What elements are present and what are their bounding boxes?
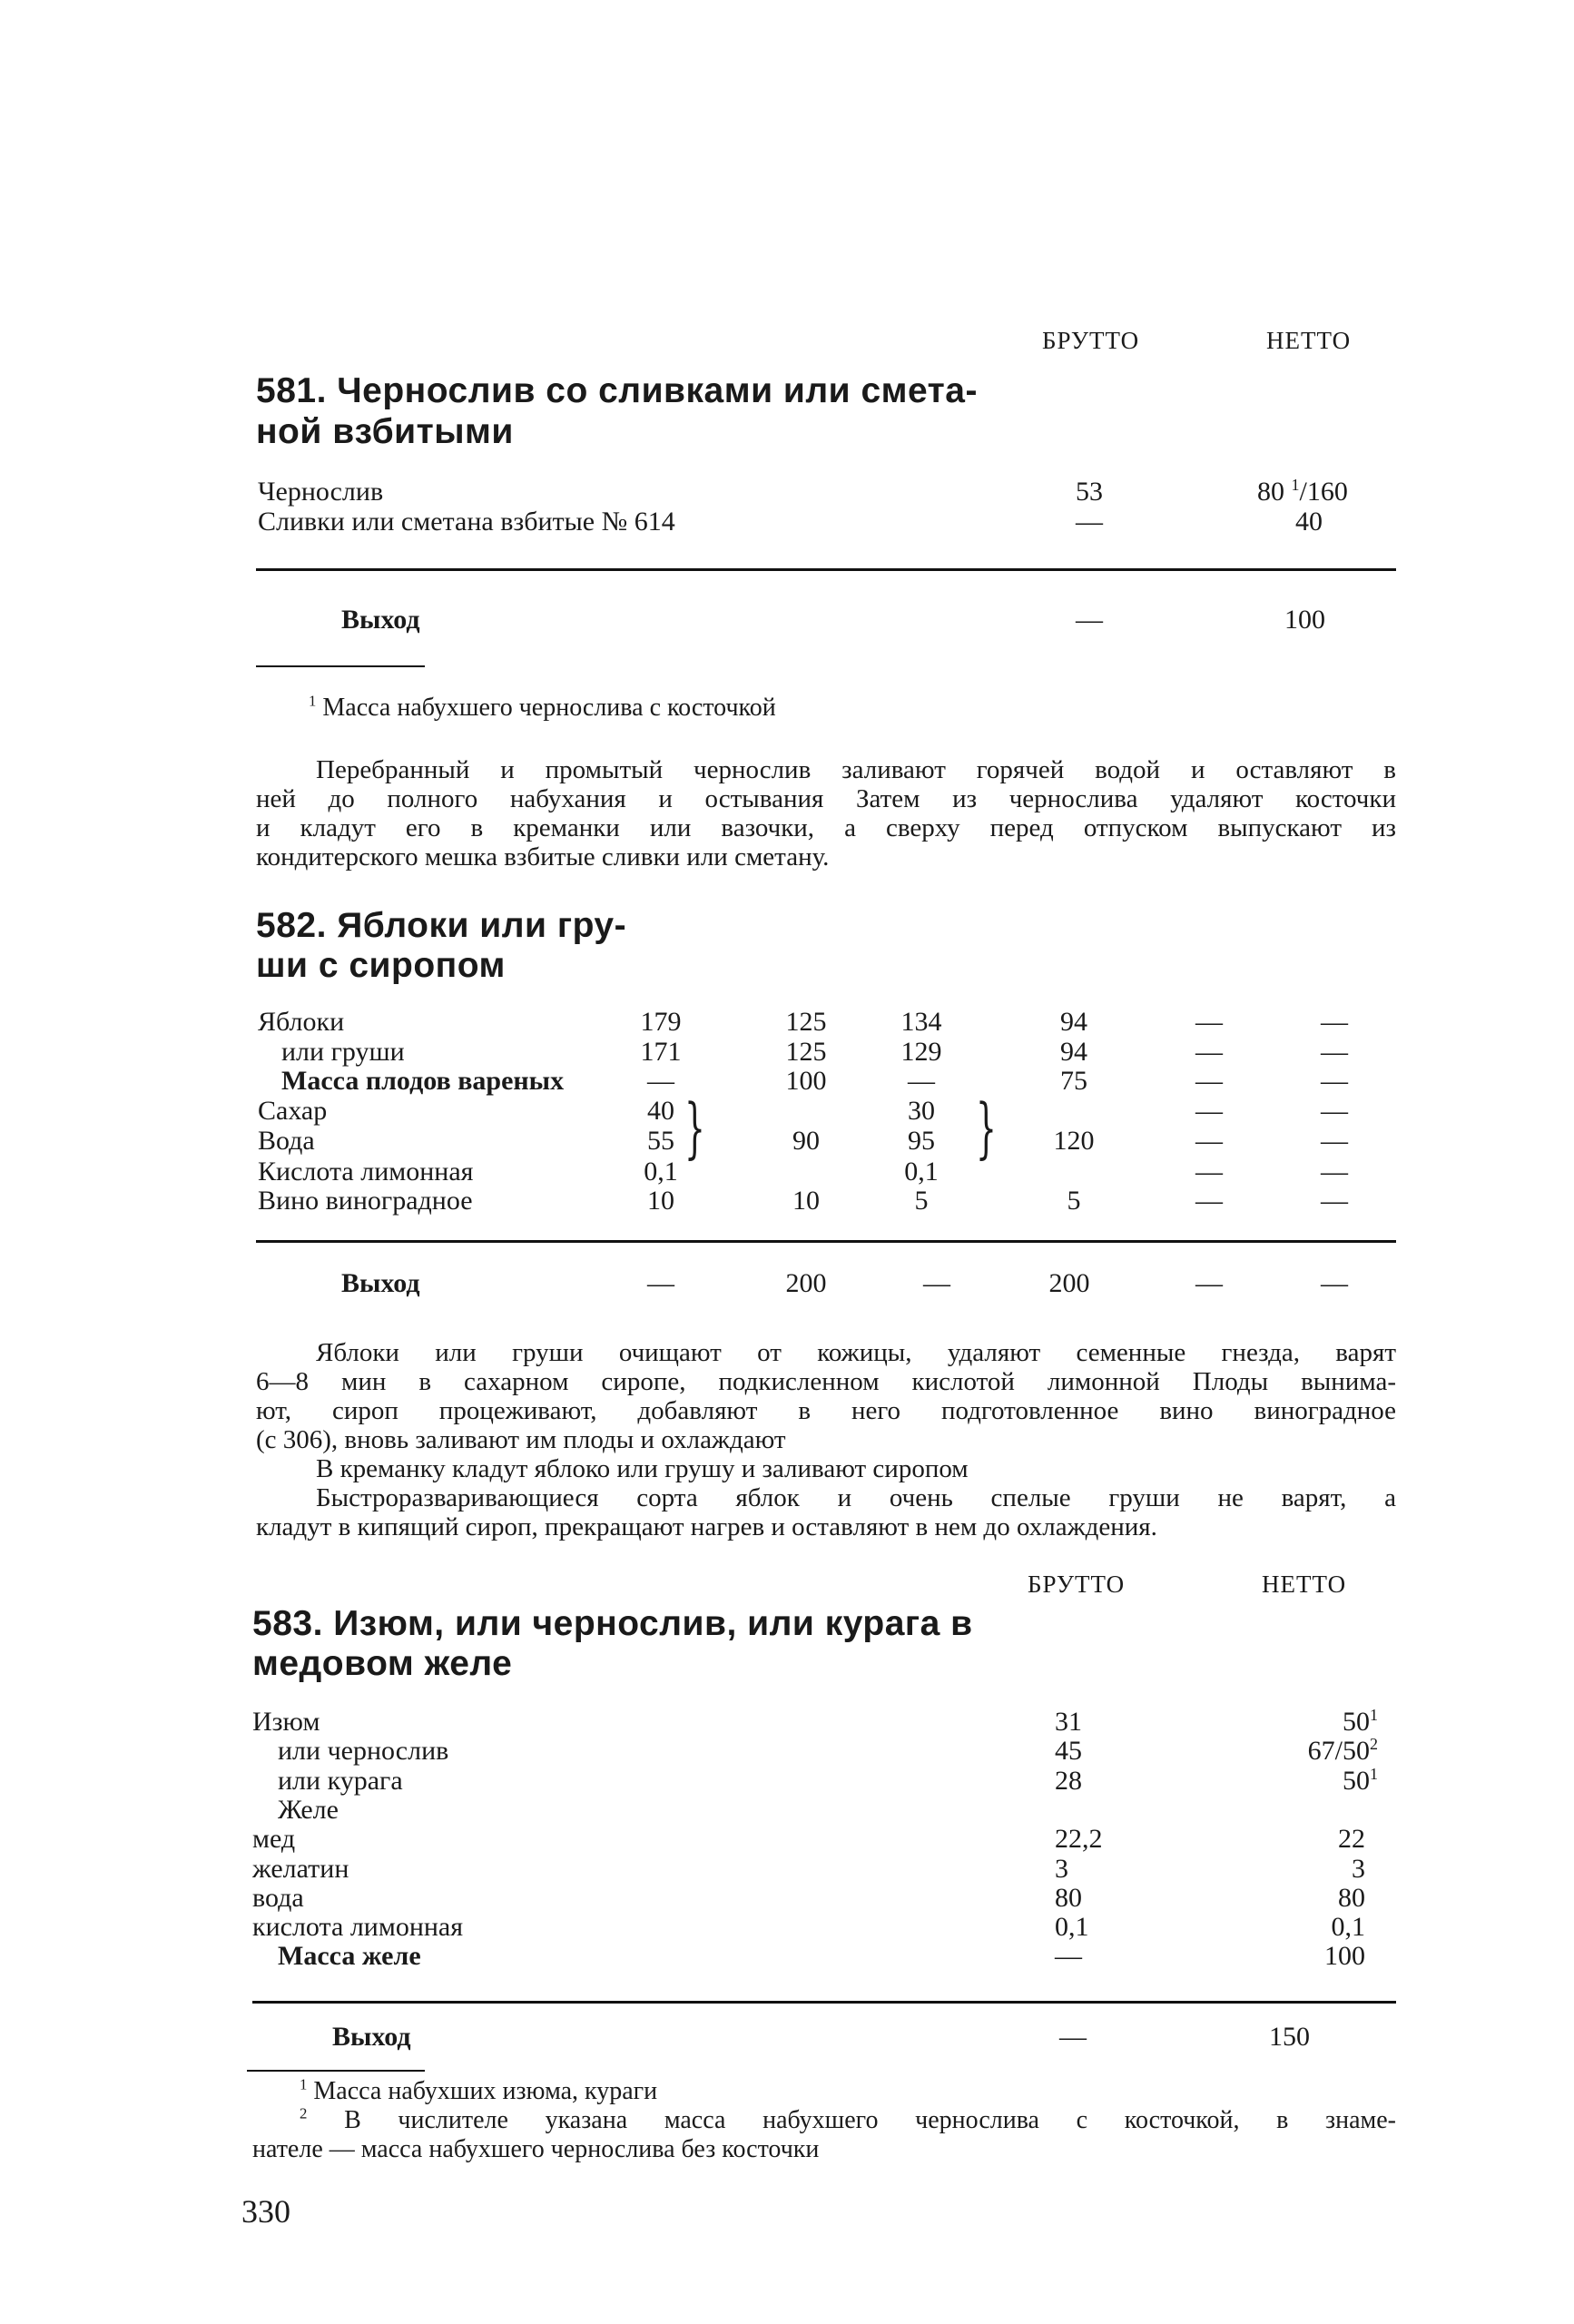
ingredient-value: — xyxy=(1321,1096,1348,1126)
ingredient-value: 179 xyxy=(640,1007,682,1037)
ingredient-name: Яблоки xyxy=(258,1007,345,1037)
ingredient-name: мед xyxy=(252,1824,296,1854)
ingredient-name: Сливки или сметана взбитые № 614 xyxy=(258,507,675,537)
ingredient-netto: 0,1 xyxy=(1331,1912,1365,1942)
ingredient-value: 125 xyxy=(785,1007,827,1037)
ingredient-netto: $67/50^2$ xyxy=(1307,1735,1378,1766)
instruction-line: и кладут его в креманки или вазочки, а сверху перед отпуском выпускают из xyxy=(256,813,1396,842)
recipe-582-title-line2: ши с сиропом xyxy=(256,946,506,985)
instruction-line: Яблоки или груши очищают от кожицы, удаляют семенные гнезда, варят xyxy=(316,1338,1396,1367)
footnote-rule xyxy=(247,2070,425,2072)
ingredient-value: 10 xyxy=(792,1186,820,1216)
ingredient-value: 94 xyxy=(1060,1037,1087,1067)
ingredient-value: — xyxy=(647,1066,674,1096)
ingredient-value: — xyxy=(1321,1007,1348,1037)
ingredient-name: или чернослив xyxy=(278,1736,449,1766)
ingredient-netto: $50^1$ xyxy=(1343,1765,1378,1796)
column-header-brutto: БРУТТО xyxy=(1028,1571,1126,1598)
ingredient-value: 94 xyxy=(1060,1007,1087,1037)
ingredient-netto: 80 xyxy=(1338,1883,1365,1913)
ingredient-name: вода xyxy=(252,1883,304,1913)
instruction-line: ют, сироп процеживают, добавляют в него подготовленное вино виноградное xyxy=(256,1396,1396,1425)
ingredient-brutto: 31 xyxy=(1055,1707,1082,1737)
ingredient-value: 40 xyxy=(647,1096,674,1126)
ingredient-value: — xyxy=(1321,1186,1348,1216)
recipe-583-title-line1: 583. Изюм, или чернослив, или курага в xyxy=(252,1604,973,1643)
yield-value: — xyxy=(1195,1268,1223,1298)
yield-netto: 150 xyxy=(1269,2022,1310,2052)
ingredient-value: 100 xyxy=(785,1066,827,1096)
ingredient-netto: 40 xyxy=(1295,507,1323,537)
ingredient-name: Изюм xyxy=(252,1707,320,1737)
table-rule xyxy=(252,2001,1396,2004)
ingredient-name: желатин xyxy=(252,1854,349,1884)
ingredient-brutto: 22,2 xyxy=(1055,1824,1103,1854)
ingredient-value: 5 xyxy=(914,1186,929,1216)
instruction-line: кладут в кипящий сироп, прекращают нагрев и оставляют в нем до охлаждения. xyxy=(256,1512,1157,1541)
ingredient-value: 0,1 xyxy=(644,1157,678,1187)
ingredient-name: Вино виноградное xyxy=(258,1186,473,1216)
instruction-line: 6—8 мин в сахарном сиропе, подкисленном кислотой лимонной Плоды вынима- xyxy=(256,1367,1396,1396)
recipe-582-title-line1: 582. Яблоки или гру- xyxy=(256,906,627,945)
footnote-rule xyxy=(256,665,425,667)
recipe-583-title-line2: медовом желе xyxy=(252,1644,513,1683)
ingredient-netto: 3 xyxy=(1352,1854,1365,1884)
ingredient-name: Чернослив xyxy=(258,477,384,507)
ingredient-netto: 80 $^1$/160 xyxy=(1257,476,1348,507)
ingredient-netto: 100 xyxy=(1324,1941,1365,1971)
ingredient-value: — xyxy=(1195,1066,1223,1096)
ingredient-value: 30 xyxy=(908,1096,935,1126)
yield-label: Выход xyxy=(332,2022,411,2052)
footnote-continuation: нателе — масса набухшего чернослива без косточки xyxy=(252,2135,820,2163)
ingredient-value: — xyxy=(1321,1066,1348,1096)
ingredient-brutto: — xyxy=(1055,1941,1082,1971)
ingredient-value: 125 xyxy=(785,1037,827,1067)
ingredient-value: 90 xyxy=(792,1126,820,1156)
ingredient-value: 129 xyxy=(900,1037,942,1067)
ingredient-brutto: 80 xyxy=(1055,1883,1082,1913)
yield-value: — xyxy=(923,1268,950,1298)
ingredient-value: 5 xyxy=(1067,1186,1081,1216)
ingredient-value: — xyxy=(1195,1096,1223,1126)
ingredient-name: Масса плодов вареных xyxy=(281,1066,565,1096)
ingredient-value: — xyxy=(1195,1037,1223,1067)
ingredient-name: или груши xyxy=(281,1037,405,1067)
table-rule xyxy=(256,568,1396,571)
brace: } xyxy=(976,1089,997,1166)
ingredient-value: — xyxy=(1195,1157,1223,1187)
ingredient-value: — xyxy=(1321,1037,1348,1067)
instruction-line: кондитерского мешка взбитые сливки или сметану. xyxy=(256,842,830,872)
instruction-line: В креманку кладут яблоко или грушу и заливают сиропом xyxy=(316,1454,969,1483)
table-rule xyxy=(256,1240,1396,1243)
ingredient-name: Желе xyxy=(278,1795,339,1825)
column-header-netto: НЕТТО xyxy=(1266,327,1352,354)
ingredient-value: — xyxy=(1195,1126,1223,1156)
ingredient-brutto: 3 xyxy=(1055,1854,1068,1884)
ingredient-netto: $50^1$ xyxy=(1343,1706,1378,1737)
ingredient-brutto: 0,1 xyxy=(1055,1912,1089,1942)
ingredient-brutto: — xyxy=(1076,507,1103,537)
yield-brutto: — xyxy=(1059,2022,1087,2052)
ingredient-value: 120 xyxy=(1053,1126,1095,1156)
ingredient-value: — xyxy=(1321,1126,1348,1156)
yield-value: — xyxy=(1321,1268,1348,1298)
instruction-line: (с 306), вновь заливают им плоды и охлаждают xyxy=(256,1425,786,1454)
column-header-netto: НЕТТО xyxy=(1262,1571,1347,1598)
ingredient-name: кислота лимонная xyxy=(252,1912,464,1942)
footnote: $^1$ Масса набухшего чернослива с косточкой xyxy=(309,692,776,722)
ingredient-name: Кислота лимонная xyxy=(258,1157,474,1187)
yield-value: — xyxy=(647,1268,674,1298)
footnote: $^1$ Масса набухших изюма, кураги xyxy=(300,2075,658,2105)
ingredient-name: Вода xyxy=(258,1126,315,1156)
yield-brutto: — xyxy=(1076,605,1103,635)
instruction-line: Перебранный и промытый чернослив заливают горячей водой и оставляют в xyxy=(316,755,1396,784)
ingredient-value: 55 xyxy=(647,1126,674,1156)
brace: } xyxy=(684,1089,705,1166)
instruction-line: ней до полного набухания и остывания Затем из чернослива удаляют косточки xyxy=(256,784,1396,813)
yield-netto: 100 xyxy=(1284,605,1325,635)
ingredient-value: — xyxy=(908,1066,935,1096)
footnote: $^2$ В числителе указана масса набухшего чернослива с косточкой, в знаме- xyxy=(300,2104,1397,2134)
ingredient-value: — xyxy=(1195,1186,1223,1216)
ingredient-value: 95 xyxy=(908,1126,935,1156)
ingredient-brutto: 45 xyxy=(1055,1736,1082,1766)
column-header-brutto: БРУТТО xyxy=(1042,327,1140,354)
ingredient-value: 134 xyxy=(900,1007,942,1037)
recipe-581-title-line2: ной взбитыми xyxy=(256,412,514,451)
ingredient-netto: 22 xyxy=(1338,1824,1365,1854)
page-number: 330 xyxy=(241,2193,290,2230)
ingredient-value: 0,1 xyxy=(904,1157,939,1187)
recipe-581-title-line1: 581. Чернослив со сливками или смета- xyxy=(256,371,978,410)
yield-label: Выход xyxy=(341,605,420,635)
ingredient-value: 171 xyxy=(640,1037,682,1067)
ingredient-name: Масса желе xyxy=(278,1941,421,1971)
yield-value: 200 xyxy=(785,1268,827,1298)
ingredient-brutto: 28 xyxy=(1055,1766,1082,1796)
ingredient-name: Сахар xyxy=(258,1096,328,1126)
yield-label: Выход xyxy=(341,1268,420,1298)
yield-value: 200 xyxy=(1048,1268,1090,1298)
ingredient-brutto: 53 xyxy=(1076,477,1103,507)
ingredient-value: — xyxy=(1321,1157,1348,1187)
instruction-line: Быстроразваривающиеся сорта яблок и очень спелые груши не варят, а xyxy=(316,1483,1396,1512)
ingredient-value: — xyxy=(1195,1007,1223,1037)
ingredient-name: или курага xyxy=(278,1766,403,1796)
ingredient-value: 10 xyxy=(647,1186,674,1216)
ingredient-value: 75 xyxy=(1060,1066,1087,1096)
